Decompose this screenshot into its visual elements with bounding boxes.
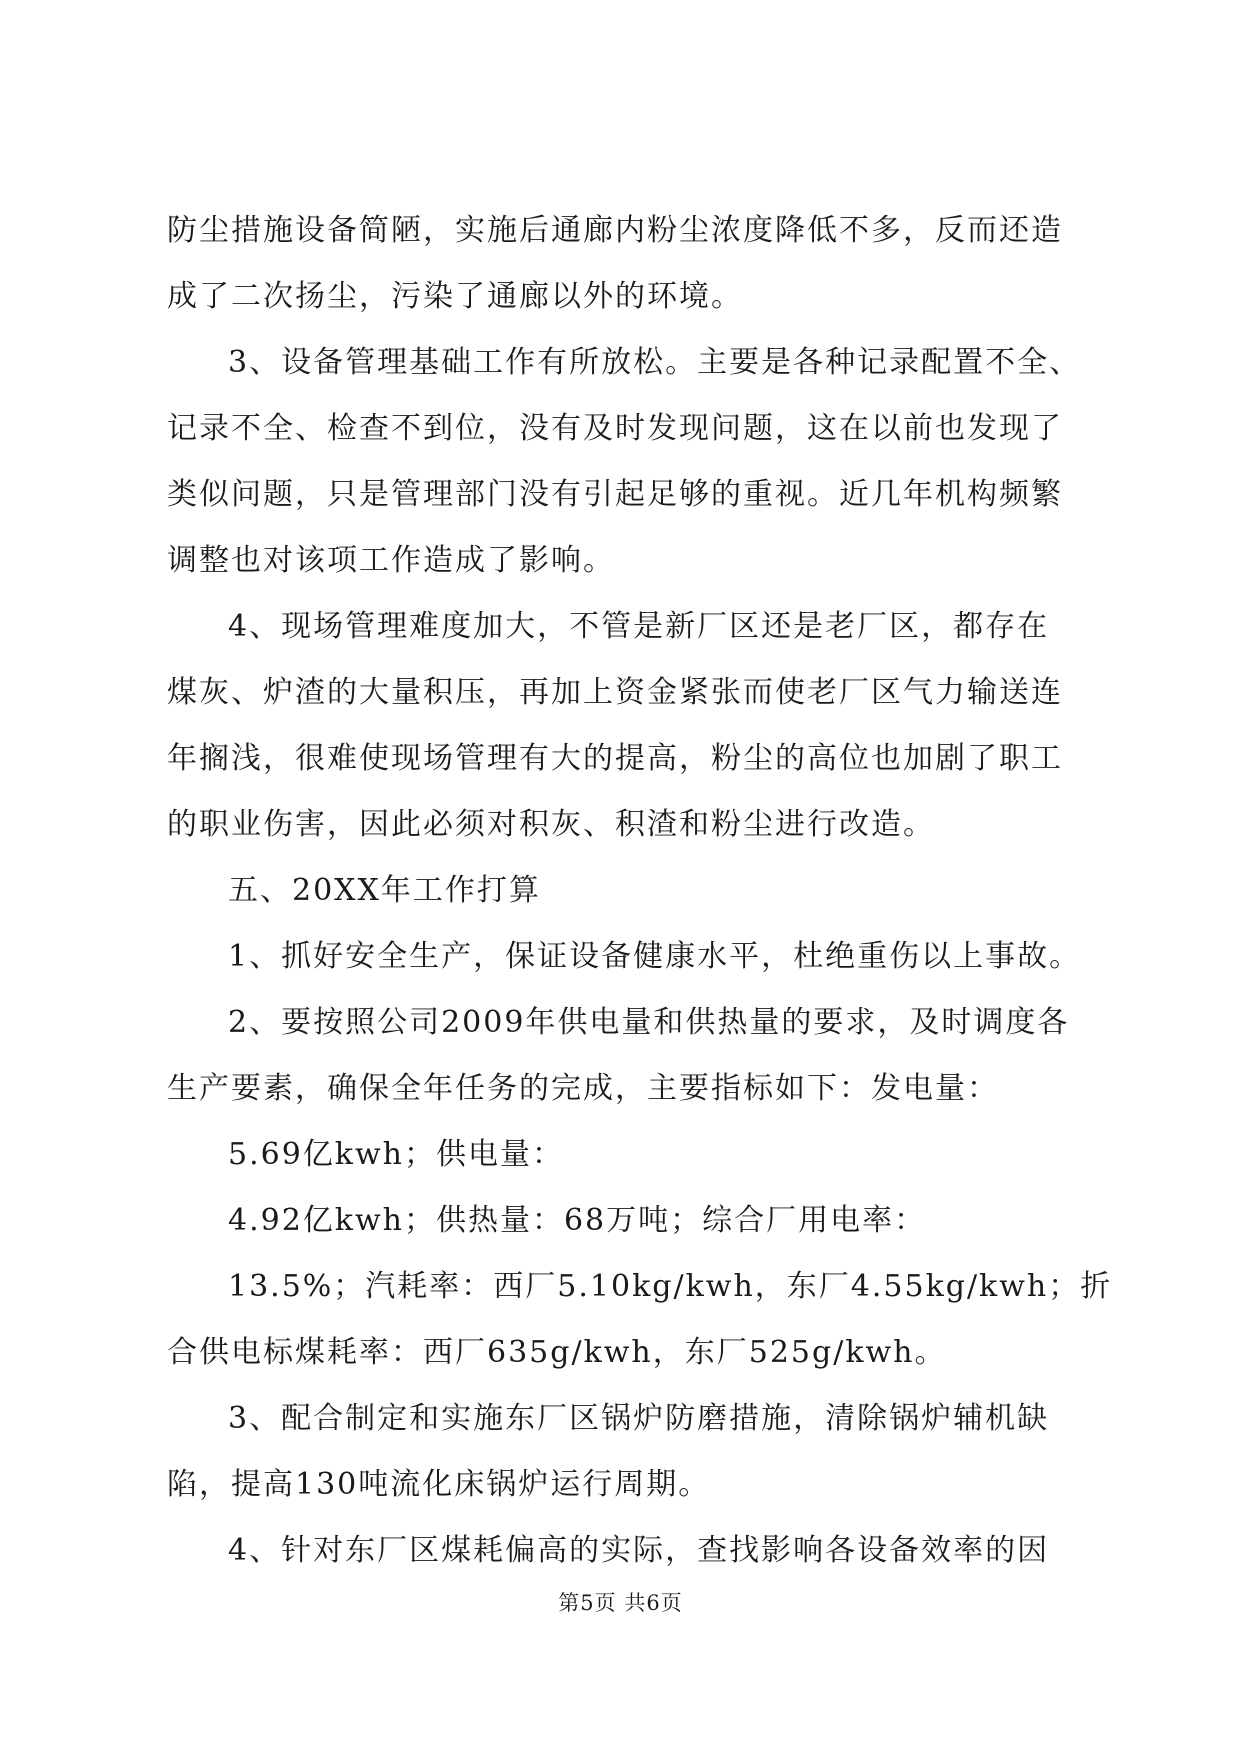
- body-line: 调整也对该项工作造成了影响。: [167, 543, 615, 578]
- body-line: 生产要素，确保全年任务的完成，主要指标如下：发电量：: [167, 1071, 999, 1106]
- body-line: 3、配合制定和实施东厂区锅炉防磨措施，清除锅炉辅机缺: [228, 1401, 1050, 1436]
- body-line: 陷，提高130吨流化床锅炉运行周期。: [167, 1467, 711, 1502]
- body-line: 的职业伤害，因此必须对积灰、积渣和粉尘进行改造。: [167, 807, 935, 842]
- body-line: 4、针对东厂区煤耗偏高的实际，查找影响各设备效率的因: [228, 1533, 1050, 1568]
- body-line: 类似问题，只是管理部门没有引起足够的重视。近几年机构频繁: [167, 477, 1063, 512]
- body-line: 13.5%；汽耗率：西厂5.10kg/kwh，东厂4.55kg/kwh；折: [228, 1269, 1113, 1304]
- page-footer: 第5页 共6页: [558, 1591, 683, 1615]
- body-line: 煤灰、炉渣的大量积压，再加上资金紧张而使老厂区气力输送连: [167, 675, 1063, 710]
- body-line: 4.92亿kwh；供热量：68万吨；综合厂用电率：: [228, 1203, 927, 1238]
- body-line: 5.69亿kwh；供电量：: [228, 1137, 564, 1172]
- body-line: 2、要按照公司2009年供电量和供热量的要求，及时调度各: [228, 1005, 1070, 1040]
- body-line: 记录不全、检查不到位，没有及时发现问题，这在以前也发现了: [167, 411, 1063, 446]
- body-line: 3、设备管理基础工作有所放松。主要是各种记录配置不全、: [228, 345, 1082, 380]
- body-line: 4、现场管理难度加大，不管是新厂区还是老厂区，都存在: [228, 609, 1050, 644]
- section-heading: 五、20XX年工作打算: [228, 873, 541, 908]
- body-line: 年搁浅，很难使现场管理有大的提高，粉尘的高位也加剧了职工: [167, 741, 1063, 776]
- body-line: 防尘措施设备简陋，实施后通廊内粉尘浓度降低不多，反而还造: [167, 213, 1063, 248]
- body-line: 1、抓好安全生产，保证设备健康水平，杜绝重伤以上事故。: [228, 939, 1082, 974]
- body-line: 合供电标煤耗率：西厂635g/kwh，东厂525g/kwh。: [167, 1335, 947, 1370]
- body-line: 成了二次扬尘，污染了通廊以外的环境。: [167, 279, 743, 314]
